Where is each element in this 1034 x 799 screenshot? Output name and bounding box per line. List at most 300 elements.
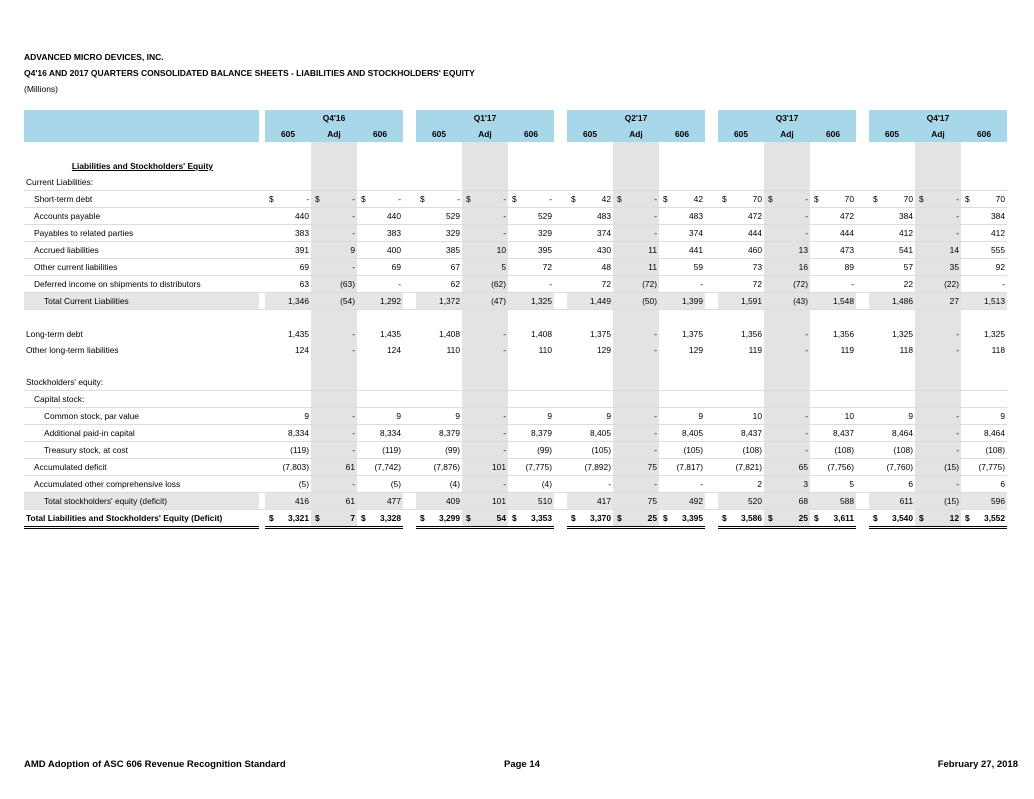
value-cell — [764, 408, 810, 425]
value-cell — [508, 208, 554, 225]
value-cell — [311, 442, 357, 459]
value: 61 — [345, 462, 355, 472]
value-cell — [764, 242, 810, 259]
value: 11 — [648, 262, 657, 272]
value: - — [503, 228, 506, 238]
value: 118 — [991, 345, 1005, 355]
value-cell — [613, 326, 659, 342]
value-cell — [810, 425, 856, 442]
value: - — [503, 194, 506, 204]
currency-symbol: $ — [269, 513, 274, 523]
table-row — [24, 310, 1007, 327]
value: 460 — [748, 245, 762, 255]
value: 3,370 — [590, 513, 611, 523]
row-label: Accrued liabilities — [24, 242, 259, 259]
value: 444 — [748, 228, 762, 238]
value: 1,325 — [531, 296, 552, 306]
value-cell — [462, 374, 508, 391]
spacer-cell — [961, 142, 1007, 158]
value: 1,591 — [741, 296, 762, 306]
spacer-cell — [718, 142, 764, 158]
value: 54 — [496, 513, 506, 523]
table-row — [24, 476, 1007, 493]
value: 417 — [597, 496, 611, 506]
value-cell — [462, 276, 508, 293]
col-gap — [403, 442, 416, 459]
value: - — [503, 428, 506, 438]
value-cell — [961, 358, 1007, 374]
table-row — [24, 459, 1007, 476]
col-gap — [856, 374, 869, 391]
value-cell — [311, 342, 357, 358]
value: 3,299 — [439, 513, 460, 523]
value: 9 — [1000, 411, 1005, 421]
col-gap — [856, 459, 869, 476]
value-cell — [764, 191, 810, 208]
value: 118 — [899, 345, 913, 355]
value-cell — [961, 310, 1007, 327]
table-row — [24, 225, 1007, 242]
value: 430 — [597, 245, 611, 255]
value-cell — [810, 242, 856, 259]
col-gap — [403, 459, 416, 476]
currency-symbol: $ — [512, 513, 517, 523]
value: - — [851, 279, 854, 289]
value-cell — [613, 276, 659, 293]
value: 416 — [295, 496, 309, 506]
value: 9 — [455, 411, 460, 421]
value: - — [956, 411, 959, 421]
value: 529 — [446, 211, 460, 221]
col-gap — [705, 142, 718, 158]
value: 520 — [748, 496, 762, 506]
value: 483 — [597, 211, 611, 221]
value: 68 — [798, 496, 808, 506]
value-cell — [265, 358, 311, 374]
footer-date: February 27, 2018 — [937, 759, 1018, 770]
col-gap — [403, 310, 416, 327]
col-gap — [705, 374, 718, 391]
value-cell — [659, 374, 705, 391]
value-cell — [810, 408, 856, 425]
col-gap — [403, 358, 416, 374]
table-row — [24, 374, 1007, 391]
empty-cell — [462, 158, 508, 174]
col-gap — [554, 276, 567, 293]
value-cell — [567, 358, 613, 374]
currency-symbol: $ — [315, 513, 320, 523]
value-cell — [265, 276, 311, 293]
value: 70 — [903, 194, 913, 204]
col-gap — [554, 242, 567, 259]
value: 8,464 — [892, 428, 913, 438]
col-gap — [856, 342, 869, 358]
currency-symbol: $ — [420, 194, 425, 204]
col-gap — [705, 276, 718, 293]
value-cell — [462, 310, 508, 327]
value: - — [654, 194, 657, 204]
value-cell — [567, 391, 613, 408]
currency-symbol: $ — [663, 194, 668, 204]
value-cell — [311, 476, 357, 493]
value-cell — [869, 293, 915, 310]
value-cell — [357, 326, 403, 342]
value-cell — [508, 191, 554, 208]
value: 129 — [689, 345, 703, 355]
currency-symbol: $ — [420, 513, 425, 523]
value-cell — [311, 191, 357, 208]
value-cell — [915, 459, 961, 476]
value: 119 — [840, 345, 854, 355]
value: - — [549, 194, 552, 204]
value: 48 — [601, 262, 611, 272]
col-gap — [403, 142, 416, 158]
value: - — [352, 479, 355, 489]
value: 1,486 — [892, 296, 913, 306]
total-row — [24, 493, 1007, 510]
value-cell — [462, 191, 508, 208]
value-cell — [265, 408, 311, 425]
value: 1,356 — [833, 329, 854, 339]
value-cell — [915, 310, 961, 327]
value-cell — [961, 493, 1007, 510]
value-cell — [718, 342, 764, 358]
column-header: 605 — [567, 126, 613, 142]
value: 7 — [350, 513, 355, 523]
value-cell — [613, 358, 659, 374]
value: 5 — [849, 479, 854, 489]
value-cell — [311, 310, 357, 327]
value: 25 — [798, 513, 808, 523]
value-cell — [567, 208, 613, 225]
row-label: Stockholders' equity: — [24, 374, 259, 391]
value: 611 — [899, 496, 913, 506]
value: (108) — [985, 445, 1005, 455]
value: 119 — [748, 345, 762, 355]
spacer-cell — [659, 142, 705, 158]
value-cell — [613, 342, 659, 358]
value-cell — [718, 259, 764, 276]
value: 10 — [752, 411, 762, 421]
value-cell — [416, 326, 462, 342]
grand-total-row — [24, 510, 1007, 528]
value: - — [956, 345, 959, 355]
currency-symbol: $ — [512, 194, 517, 204]
col-gap — [554, 510, 567, 528]
value: (5) — [298, 479, 309, 489]
quarter-header: Q2'17 — [567, 110, 705, 126]
value: - — [805, 345, 808, 355]
value: 8,379 — [439, 428, 460, 438]
value: (54) — [340, 296, 355, 306]
value-cell — [462, 174, 508, 191]
value-cell — [961, 225, 1007, 242]
value-cell — [718, 493, 764, 510]
value: 92 — [995, 262, 1005, 272]
value: - — [398, 279, 401, 289]
value-cell — [416, 459, 462, 476]
table-row — [24, 442, 1007, 459]
column-header: Adj — [915, 126, 961, 142]
value-cell — [810, 310, 856, 327]
value: 1,513 — [984, 296, 1005, 306]
column-header: 605 — [869, 126, 915, 142]
value-cell — [357, 342, 403, 358]
value: 477 — [387, 496, 401, 506]
col-gap — [554, 342, 567, 358]
value-cell — [915, 276, 961, 293]
col-gap — [856, 476, 869, 493]
row-label: Capital stock: — [24, 391, 259, 408]
value-cell — [462, 442, 508, 459]
col-gap — [554, 442, 567, 459]
value: (22) — [944, 279, 959, 289]
value-cell — [613, 174, 659, 191]
row-label: Additional paid-in capital — [24, 425, 259, 442]
value-cell — [915, 493, 961, 510]
value-cell — [764, 276, 810, 293]
value-cell — [659, 326, 705, 342]
value-cell — [659, 310, 705, 327]
value-cell — [810, 476, 856, 493]
value: (7,775) — [978, 462, 1005, 472]
col-gap — [403, 425, 416, 442]
value-cell — [613, 225, 659, 242]
col-gap — [403, 326, 416, 342]
value-cell — [915, 476, 961, 493]
value: 5 — [501, 262, 506, 272]
header-label-cell — [24, 110, 259, 126]
value: - — [503, 329, 506, 339]
value: 1,325 — [984, 329, 1005, 339]
value-cell — [508, 374, 554, 391]
value-cell — [462, 408, 508, 425]
column-header: 606 — [659, 126, 705, 142]
value: 11 — [648, 245, 657, 255]
col-gap — [856, 510, 869, 528]
value-cell — [718, 310, 764, 327]
value: 72 — [601, 279, 611, 289]
value-cell — [869, 425, 915, 442]
value: 8,437 — [833, 428, 854, 438]
currency-symbol: $ — [873, 513, 878, 523]
value-cell — [311, 358, 357, 374]
value-cell — [659, 493, 705, 510]
quarter-header: Q3'17 — [718, 110, 856, 126]
value: 62 — [450, 279, 460, 289]
value: 63 — [299, 279, 309, 289]
value-cell — [961, 442, 1007, 459]
col-gap — [554, 142, 567, 158]
value-cell — [311, 293, 357, 310]
value: - — [805, 411, 808, 421]
value-cell — [915, 293, 961, 310]
value-cell — [718, 459, 764, 476]
value-cell — [659, 459, 705, 476]
value-cell — [567, 326, 613, 342]
value: - — [352, 345, 355, 355]
value-cell — [416, 510, 462, 528]
col-gap — [554, 225, 567, 242]
table-row — [24, 174, 1007, 191]
value: 42 — [601, 194, 611, 204]
value-cell — [508, 408, 554, 425]
value: 12 — [949, 513, 959, 523]
value-cell — [567, 259, 613, 276]
value-cell — [508, 391, 554, 408]
value: 473 — [840, 245, 854, 255]
header-label-cell — [24, 126, 259, 142]
col-gap — [554, 158, 567, 174]
value: (7,756) — [827, 462, 854, 472]
value-cell — [659, 276, 705, 293]
value: - — [352, 428, 355, 438]
empty-cell — [764, 158, 810, 174]
col-gap — [554, 476, 567, 493]
value: 35 — [949, 262, 959, 272]
value: (62) — [491, 279, 506, 289]
value: 1,346 — [288, 296, 309, 306]
value-cell — [961, 242, 1007, 259]
value: - — [352, 211, 355, 221]
value-cell — [416, 442, 462, 459]
value: - — [654, 345, 657, 355]
value-cell — [810, 391, 856, 408]
currency-symbol: $ — [919, 194, 924, 204]
value-cell — [508, 493, 554, 510]
col-gap — [856, 358, 869, 374]
value-cell — [718, 174, 764, 191]
value-cell — [810, 459, 856, 476]
value-cell — [764, 425, 810, 442]
value-cell — [915, 242, 961, 259]
table-row — [24, 358, 1007, 374]
value: 69 — [299, 262, 309, 272]
value: 25 — [647, 513, 657, 523]
value-cell — [915, 174, 961, 191]
table-row — [24, 342, 1007, 358]
value: 8,334 — [380, 428, 401, 438]
value-cell — [416, 476, 462, 493]
col-gap — [705, 310, 718, 327]
value-cell — [416, 358, 462, 374]
col-gap — [856, 110, 869, 126]
value-cell — [961, 259, 1007, 276]
value: - — [352, 445, 355, 455]
value-cell — [311, 510, 357, 528]
value-cell — [462, 259, 508, 276]
value-cell — [357, 259, 403, 276]
currency-symbol: $ — [873, 194, 878, 204]
value-cell — [659, 476, 705, 493]
table-row — [24, 425, 1007, 442]
value-cell — [265, 476, 311, 493]
value: 10 — [496, 245, 506, 255]
value-cell — [567, 374, 613, 391]
value-cell — [265, 191, 311, 208]
value: (105) — [591, 445, 611, 455]
value: - — [352, 194, 355, 204]
value-cell — [508, 242, 554, 259]
row-label: Other current liabilities — [24, 259, 259, 276]
value-cell — [869, 174, 915, 191]
value: (4) — [449, 479, 460, 489]
value: 65 — [798, 462, 808, 472]
value: (7,803) — [282, 462, 309, 472]
value-cell — [613, 208, 659, 225]
value-cell — [613, 442, 659, 459]
value-cell — [462, 510, 508, 528]
value: - — [503, 211, 506, 221]
value: 1,325 — [892, 329, 913, 339]
section-heading-row — [24, 158, 1007, 174]
col-gap — [705, 174, 718, 191]
value: - — [654, 428, 657, 438]
value: 1,292 — [380, 296, 401, 306]
row-label: Treasury stock, at cost — [24, 442, 259, 459]
spacer-cell — [613, 142, 659, 158]
col-gap — [403, 476, 416, 493]
value-cell — [462, 225, 508, 242]
value: (43) — [793, 296, 808, 306]
value-cell — [311, 493, 357, 510]
value: 75 — [647, 496, 657, 506]
value: (99) — [445, 445, 460, 455]
value-cell — [567, 276, 613, 293]
col-gap — [554, 191, 567, 208]
value-cell — [810, 374, 856, 391]
value-cell — [810, 510, 856, 528]
value: 9 — [698, 411, 703, 421]
value: (7,876) — [433, 462, 460, 472]
value-cell — [961, 374, 1007, 391]
value-cell — [718, 442, 764, 459]
col-gap — [554, 174, 567, 191]
value: 70 — [844, 194, 854, 204]
value: 444 — [840, 228, 854, 238]
value-cell — [462, 493, 508, 510]
value: (7,817) — [676, 462, 703, 472]
col-gap — [554, 293, 567, 310]
value: 2 — [757, 479, 762, 489]
empty-cell — [416, 158, 462, 174]
report-title: Q4'16 AND 2017 QUARTERS CONSOLIDATED BALANCE SHEETS - LIABILITIES AND STOCKHOLDERS' EQUITY — [24, 68, 475, 78]
value: (5) — [390, 479, 401, 489]
value: - — [503, 345, 506, 355]
empty-cell — [718, 158, 764, 174]
value: - — [700, 279, 703, 289]
value: 3,321 — [288, 513, 309, 523]
value-cell — [416, 242, 462, 259]
value-cell — [613, 259, 659, 276]
currency-symbol: $ — [466, 513, 471, 523]
value: 8,405 — [590, 428, 611, 438]
value: - — [306, 194, 309, 204]
value-cell — [311, 374, 357, 391]
value-cell — [567, 191, 613, 208]
value: - — [1002, 279, 1005, 289]
value-cell — [961, 459, 1007, 476]
value-cell — [869, 208, 915, 225]
value-cell — [869, 326, 915, 342]
value: 6 — [908, 479, 913, 489]
col-gap — [856, 493, 869, 510]
currency-symbol: $ — [571, 194, 576, 204]
value-cell — [659, 391, 705, 408]
col-gap — [403, 225, 416, 242]
value-cell — [357, 391, 403, 408]
currency-symbol: $ — [965, 194, 970, 204]
